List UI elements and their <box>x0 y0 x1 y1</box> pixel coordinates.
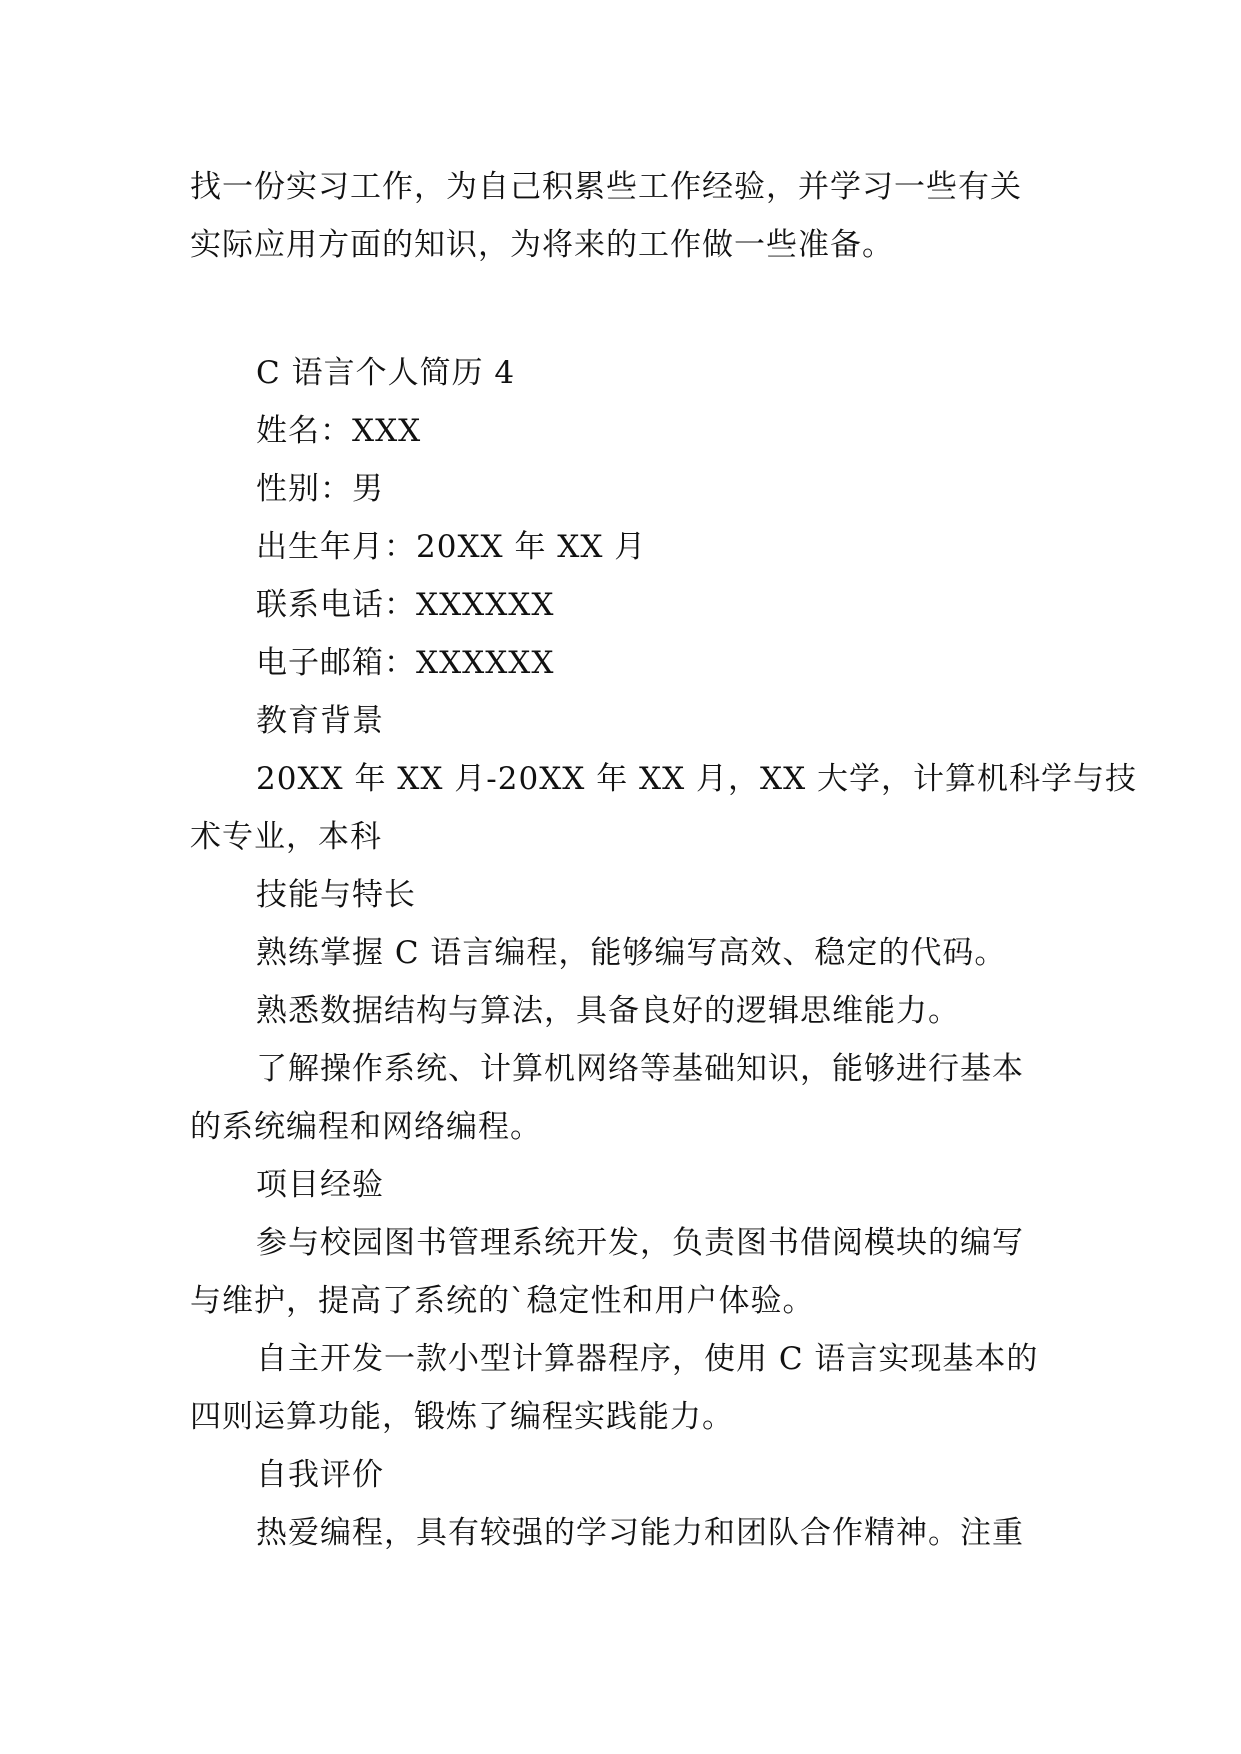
name-field: 姓名：XXX <box>256 413 422 449</box>
resume-title: C 语言个人简历 4 <box>256 355 516 391</box>
projects-item-1-line-1: 参与校园图书管理系统开发，负责图书借阅模块的编写 <box>256 1225 1024 1261</box>
self-eval-heading: 自我评价 <box>256 1457 384 1493</box>
skills-heading: 技能与特长 <box>256 877 416 913</box>
email-field: 电子邮箱：XXXXXX <box>256 645 555 681</box>
skills-item-2: 熟悉数据结构与算法，具备良好的逻辑思维能力。 <box>256 993 960 1029</box>
education-line-1: 20XX 年 XX 月-20XX 年 XX 月，XX 大学，计算机科学与技 <box>256 761 1138 797</box>
education-heading: 教育背景 <box>256 703 384 739</box>
projects-heading: 项目经验 <box>256 1167 384 1203</box>
phone-field: 联系电话：XXXXXX <box>256 587 555 623</box>
skills-item-3-line-1: 了解操作系统、计算机网络等基础知识，能够进行基本 <box>256 1051 1024 1087</box>
intro-line-2: 实际应用方面的知识，为将来的工作做一些准备。 <box>190 227 894 263</box>
paragraph-gap <box>190 274 1055 344</box>
education-line-2: 术专业，本科 <box>190 819 382 855</box>
projects-item-1-line-2: 与维护，提高了系统的`稳定性和用户体验。 <box>190 1283 815 1319</box>
skills-item-1: 熟练掌握 C 语言编程，能够编写高效、稳定的代码。 <box>256 935 1007 971</box>
document-body <box>190 158 1138 1562</box>
skills-item-3-line-2: 的系统编程和网络编程。 <box>190 1109 542 1145</box>
projects-item-2-line-2: 四则运算功能，锻炼了编程实践能力。 <box>190 1399 734 1435</box>
birth-field: 出生年月：20XX 年 XX 月 <box>256 529 647 565</box>
gender-field: 性别：男 <box>256 471 384 507</box>
intro-line-1: 找一份实习工作，为自己积累些工作经验，并学习一些有关 <box>190 169 1022 205</box>
self-eval-line-1: 热爱编程，具有较强的学习能力和团队合作精神。注重 <box>256 1515 1024 1551</box>
projects-item-2-line-1: 自主开发一款小型计算器程序，使用 C 语言实现基本的 <box>256 1341 1039 1377</box>
